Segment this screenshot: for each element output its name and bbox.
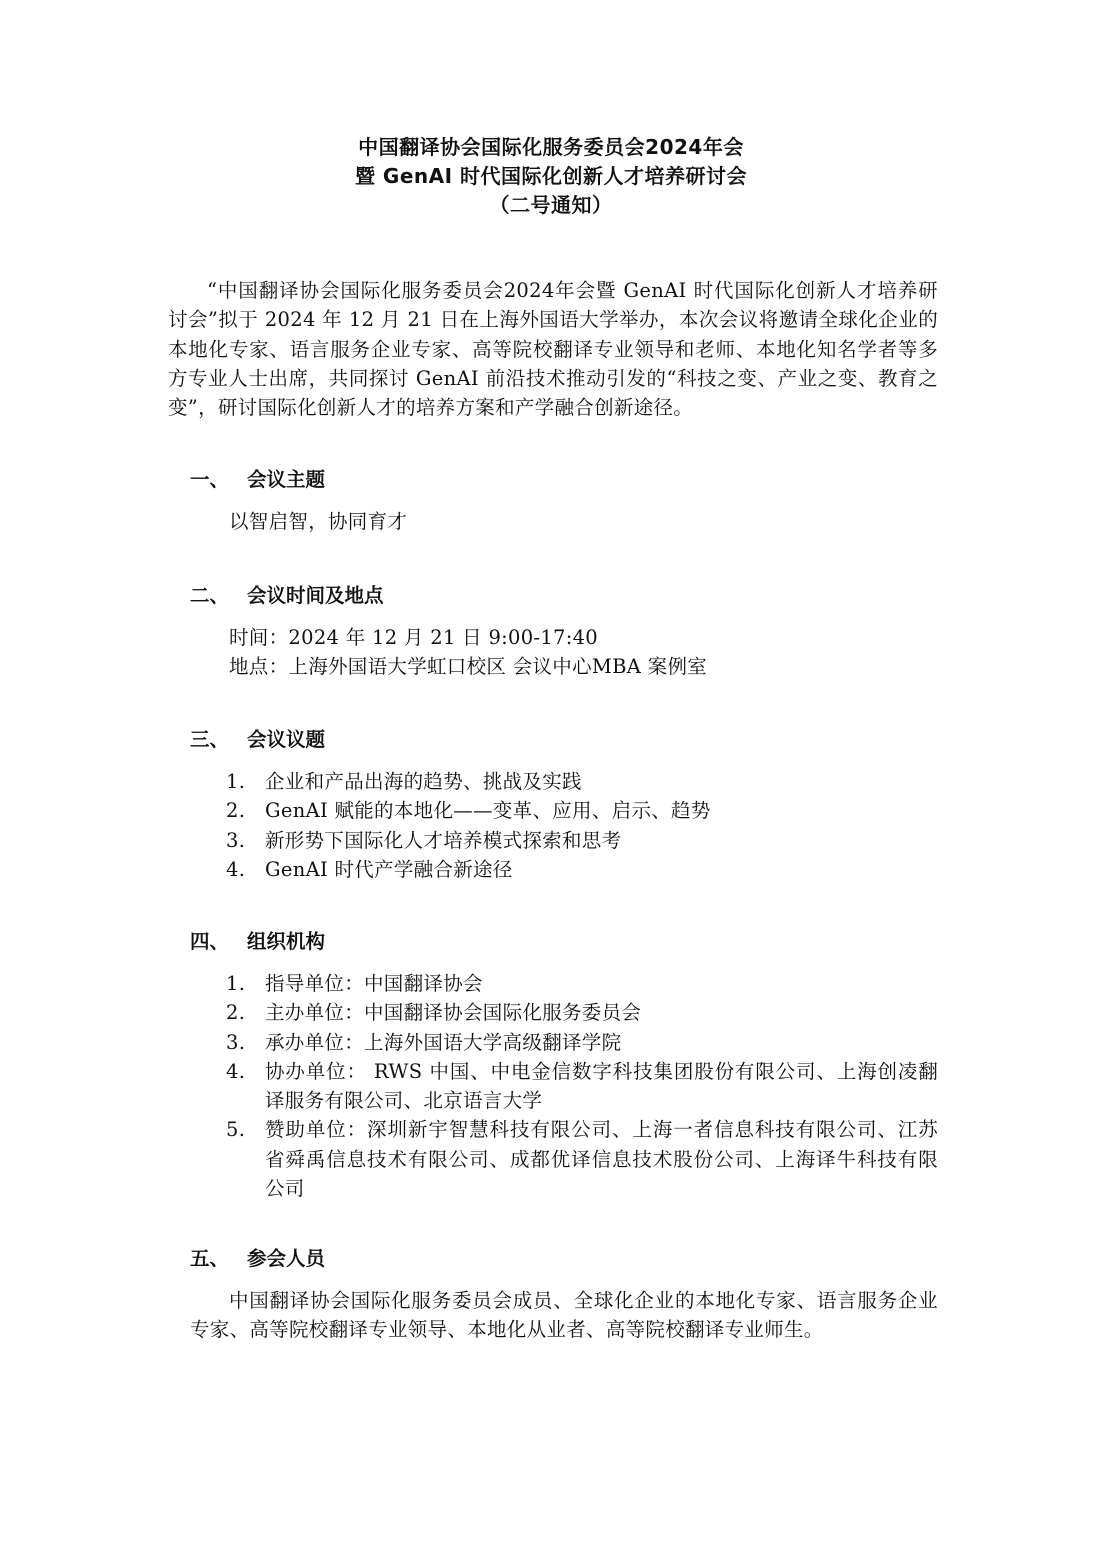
item-index: 4. — [226, 1059, 246, 1083]
item-index: 5. — [226, 1118, 246, 1142]
attendees-paragraph: 中国翻译协会国际化服务委员会成员、全球化企业的本地化专家、语言服务企业专家、高等院校翻译专业领导、本地化从业者、高等院校翻译专业师生。 — [190, 1289, 938, 1342]
item-index: 1. — [226, 770, 246, 793]
meeting-time: 时间：2024 年 12 月 21 日 9:00-17:40 — [229, 626, 599, 649]
item-text: 新形势下国际化人才培养模式探索和思考 — [265, 828, 622, 852]
section-title: 会议主题 — [247, 468, 326, 491]
item-index: 3. — [226, 1030, 246, 1054]
section-number: 五、 — [190, 1247, 230, 1270]
item-text: GenAI 时代产学融合新途径 — [265, 857, 513, 881]
list-item — [226, 1057, 938, 1116]
item-index: 4. — [226, 857, 246, 881]
item-text: 承办单位：上海外国语大学高级翻译学院 — [265, 1030, 622, 1054]
list-item — [226, 998, 938, 1027]
section-number: 三、 — [190, 728, 230, 751]
meeting-location: 地点：上海外国语大学虹口校区 会议中心MBA 案例室 — [229, 655, 708, 678]
list-item — [226, 1028, 938, 1057]
section-title: 会议议题 — [247, 728, 326, 751]
section-number: 一、 — [190, 468, 230, 491]
item-text: GenAI 赋能的本地化——变革、应用、启示、趋势 — [265, 799, 711, 823]
title-line-2: 暨 GenAI 时代国际化创新人才培养研讨会 — [354, 164, 748, 188]
item-index: 1. — [226, 972, 246, 995]
list-item — [226, 767, 938, 796]
list-item — [226, 1115, 938, 1203]
section-number: 四、 — [190, 930, 230, 953]
section-title: 参会人员 — [247, 1247, 326, 1270]
item-text: 赞助单位：深圳新宇智慧科技有限公司、上海一者信息科技有限公司、江苏省舜禹信息技术有限公司、成都优译信息技术股份公司、上海译牛科技有限公司 — [265, 1118, 938, 1201]
item-text: 企业和产品出海的趋势、挑战及实践 — [265, 770, 582, 793]
list-item — [226, 855, 938, 884]
organizers-list — [226, 969, 938, 1203]
item-text: 主办单位：中国翻译协会国际化服务委员会 — [265, 1001, 642, 1025]
list-item — [226, 796, 938, 825]
theme-text: 以智启智，协同育才 — [229, 510, 408, 533]
section-heading-theme — [190, 466, 325, 494]
document-title — [0, 133, 1102, 220]
title-line-1: 中国翻译协会国际化服务委员会2024年会 — [358, 135, 744, 159]
item-index: 3. — [226, 828, 246, 852]
topics-list — [226, 767, 938, 884]
section-heading-time-place — [190, 582, 384, 610]
item-text: 指导单位：中国翻译协会 — [265, 972, 483, 995]
item-index: 2. — [226, 799, 246, 823]
section-heading-topics — [190, 726, 325, 754]
item-text: 协办单位： RWS 中国、中电金信数字科技集团股份有限公司、上海创凌翻译服务有限公司、北京语言大学 — [265, 1059, 938, 1113]
list-item — [226, 969, 938, 998]
item-index: 2. — [226, 1001, 246, 1025]
intro-paragraph: “中国翻译协会国际化服务委员会2024年会暨 GenAI 时代国际化创新人才培养研讨会”拟于 2024 年 12 月 21 日在上海外国语大学举办，本次会议将邀请全球化企业的本地化专家、语言服务企业专家、高等院校翻译专业领导和老师、本地化知名学者等多方专业人士出席，共同探讨 GenAI 前沿技术推动引发的“科技之变、产业之变、教育之变”，研讨国际化创新人才的培养方案和产学融合创新途径。 — [168, 279, 938, 420]
section-heading-organizers — [190, 928, 325, 956]
section-heading-attendees — [190, 1245, 325, 1273]
section-title: 会议时间及地点 — [247, 584, 384, 607]
section-number: 二、 — [190, 584, 230, 607]
list-item — [226, 826, 938, 855]
section-title: 组织机构 — [247, 930, 326, 953]
title-line-3: （二号通知） — [489, 193, 613, 217]
